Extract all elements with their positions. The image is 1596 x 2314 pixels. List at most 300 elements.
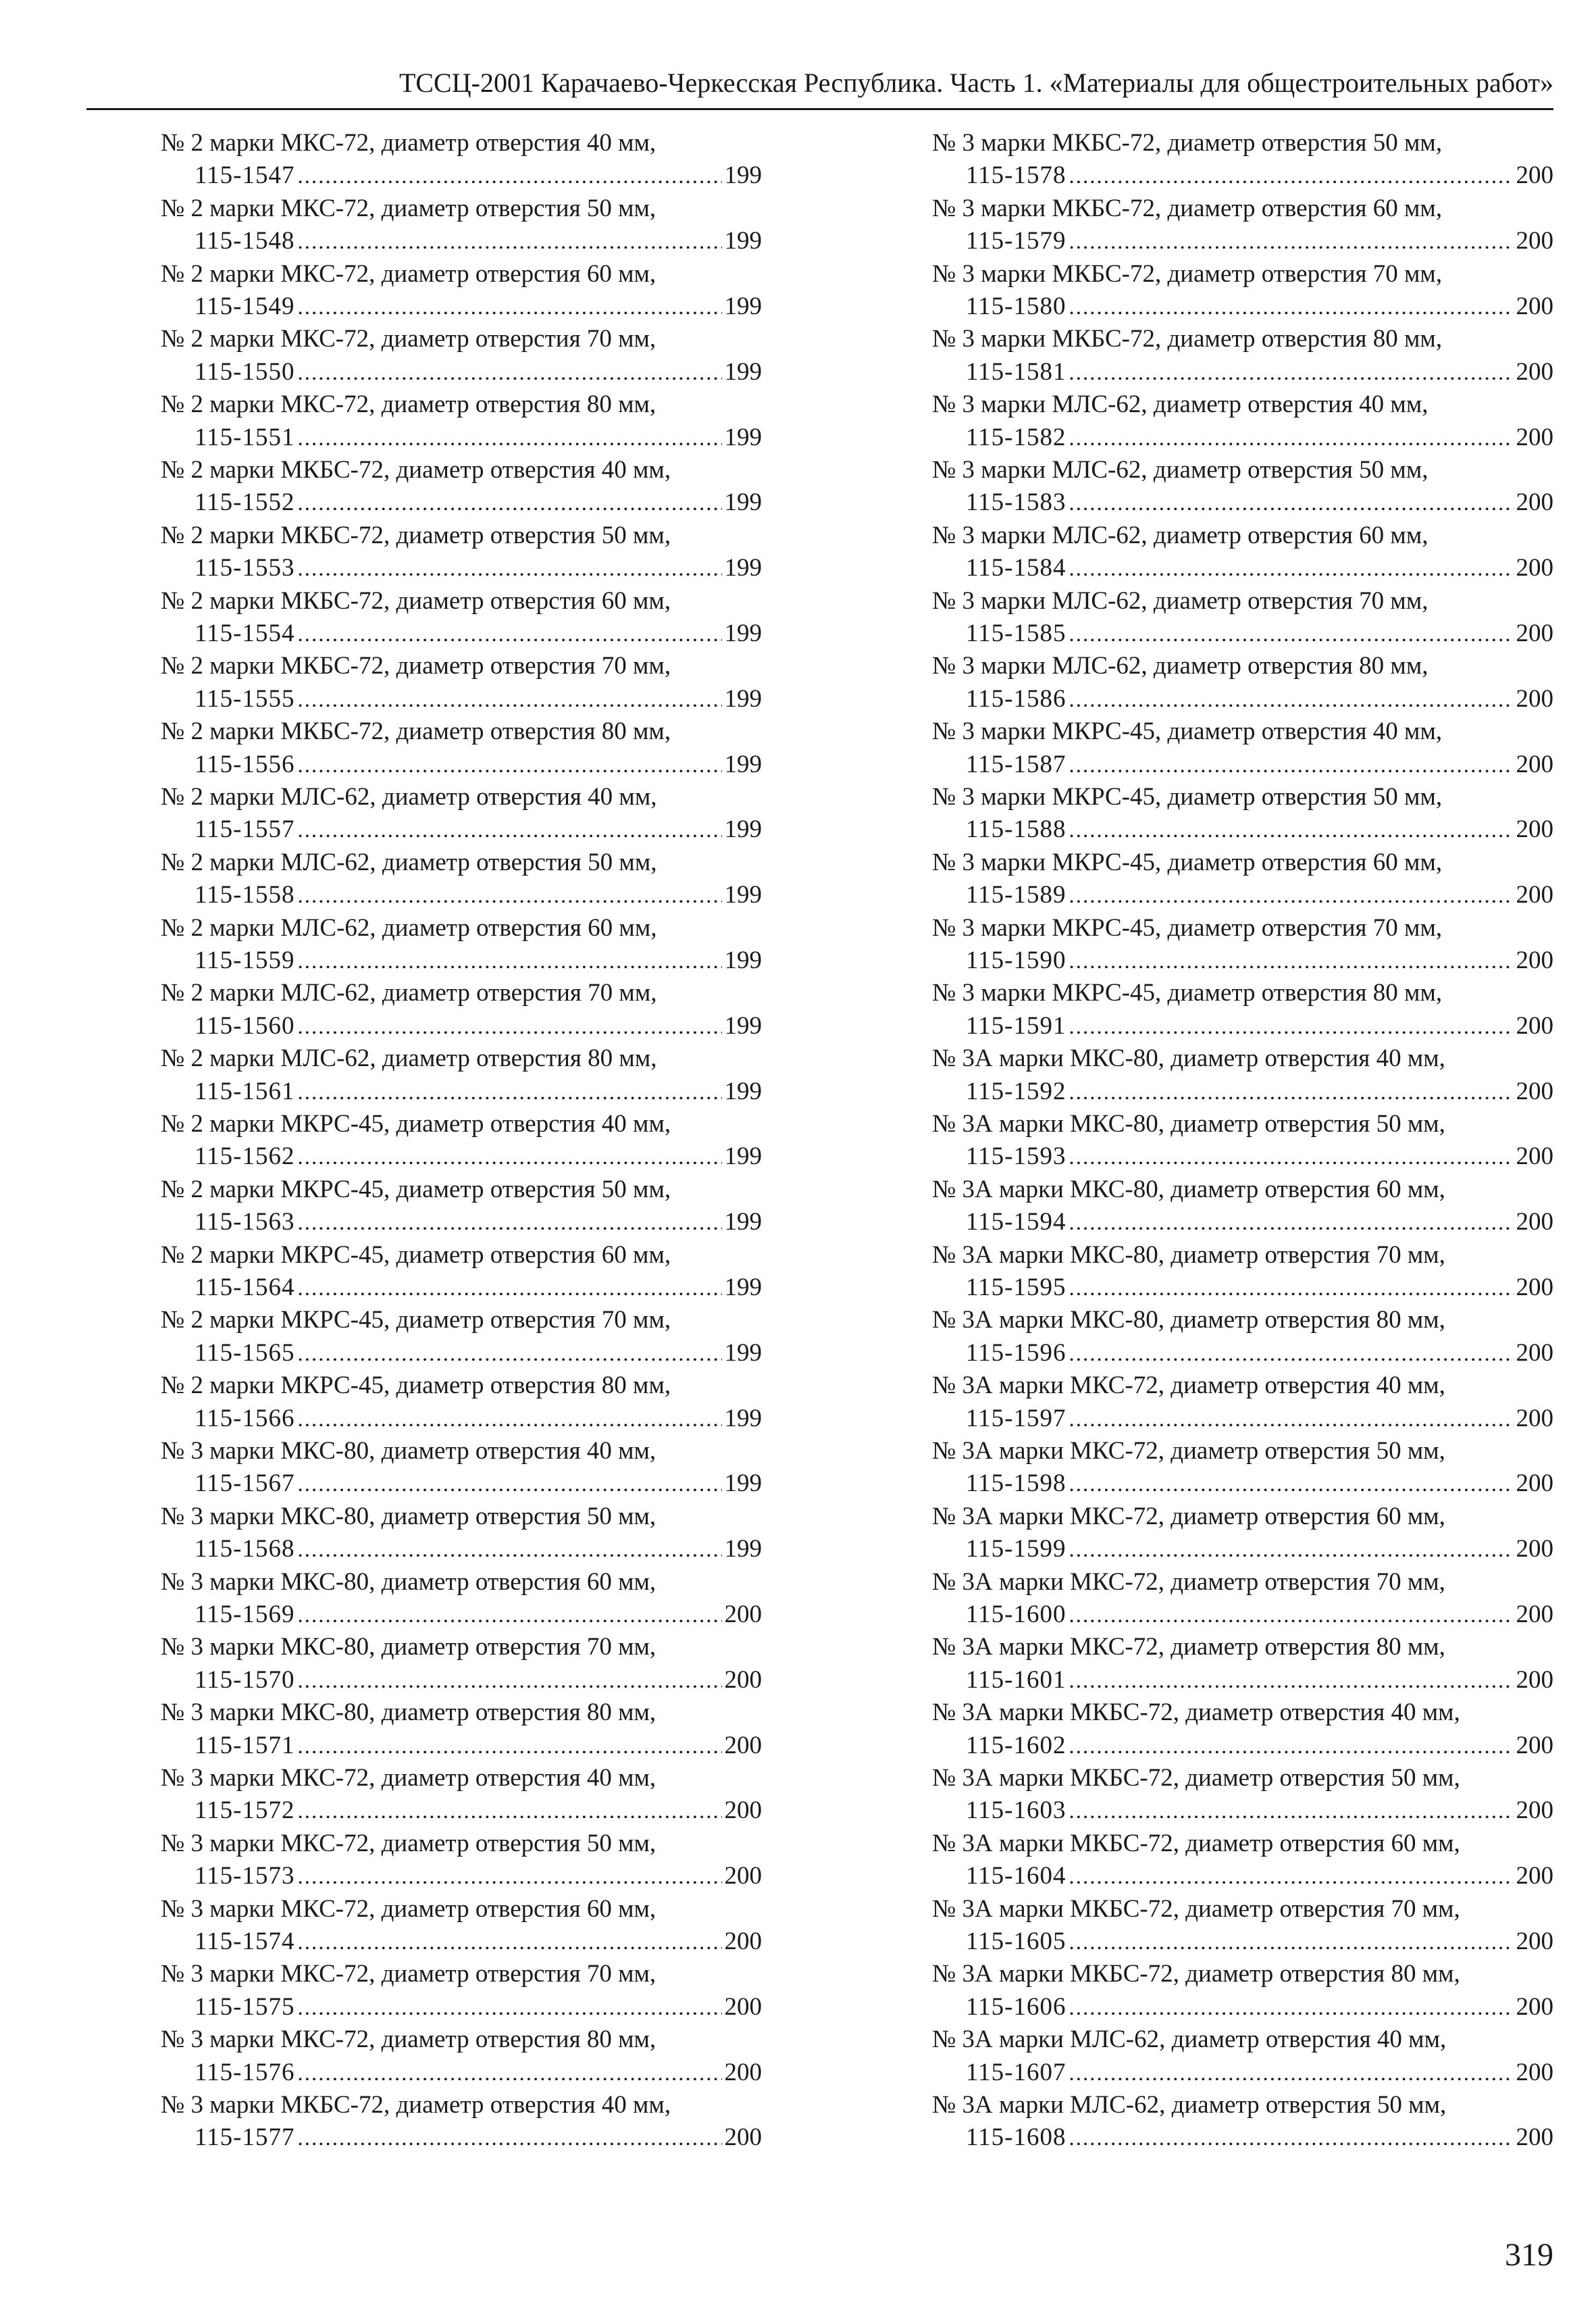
- entry-title: № 3А марки МКБС-72, диаметр отверстия 40 мм,: [932, 1699, 1460, 1727]
- index-entry: [932, 127, 1553, 193]
- entry-reference-line: [161, 1664, 762, 1697]
- dot-leader: [1069, 814, 1513, 847]
- index-entry: [932, 323, 1553, 388]
- entry-title: № 3А марки МКС-72, диаметр отверстия 60 мм,: [932, 1502, 1445, 1530]
- entry-page-ref: 199: [724, 1011, 762, 1040]
- entry-code: 115-1597: [966, 1404, 1066, 1432]
- entry-reference-line: [932, 422, 1553, 455]
- dot-leader: [297, 1599, 721, 1632]
- index-entry: [932, 1893, 1553, 1959]
- entry-code: 115-1586: [966, 684, 1066, 713]
- index-entry: [161, 1435, 762, 1501]
- entry-page-ref: 200: [1516, 1208, 1553, 1236]
- entry-title: № 3 марки МЛС-62, диаметр отверстия 70 мм,: [932, 586, 1428, 615]
- entry-code: 115-1577: [195, 2123, 295, 2152]
- entry-code: 115-1591: [966, 1011, 1066, 1040]
- index-entry: [932, 258, 1553, 324]
- entry-page-ref: 200: [1516, 1273, 1553, 1301]
- dot-leader: [1069, 160, 1513, 193]
- index-entry: [161, 520, 762, 585]
- entry-page-ref: 199: [724, 423, 762, 451]
- entry-title: № 2 марки МЛС-62, диаметр отверстия 50 мм,: [161, 848, 657, 876]
- entry-title: № 3А марки МКС-72, диаметр отверстия 50 мм,: [932, 1436, 1445, 1465]
- entry-reference-line: [932, 879, 1553, 912]
- entry-title: № 3 марки МКРС-45, диаметр отверстия 60 мм,: [932, 848, 1443, 876]
- entry-reference-line: [161, 945, 762, 978]
- entry-reference-line: [161, 2057, 762, 2090]
- entry-page-ref: 200: [1516, 293, 1553, 320]
- entry-title: № 2 марки МКС-72, диаметр отверстия 60 мм,: [161, 259, 657, 288]
- entry-code: 115-1583: [966, 488, 1066, 517]
- entry-code: 115-1594: [966, 1208, 1066, 1236]
- running-header: ТССЦ-2001 Карачаево-Черкесская Республика. Часть 1. «Материалы для общестроительных работ»: [398, 68, 1553, 98]
- dot-leader: [297, 357, 721, 389]
- index-entry: [932, 585, 1553, 651]
- entry-reference-line: [932, 1337, 1553, 1370]
- entry-reference-line: [161, 1140, 762, 1174]
- index-entry: [161, 2089, 762, 2155]
- entry-page-ref: 200: [1516, 1011, 1553, 1040]
- entry-page-ref: 199: [724, 554, 762, 582]
- entry-page-ref: 199: [724, 1469, 762, 1498]
- index-entry: [161, 2023, 762, 2089]
- dot-leader: [297, 1076, 721, 1109]
- entry-page-ref: 200: [1516, 1796, 1553, 1825]
- entry-code: 115-1571: [195, 1731, 295, 1759]
- entry-title: № 3А марки МКС-72, диаметр отверстия 40 мм,: [932, 1372, 1445, 1400]
- entry-reference-line: [932, 749, 1553, 782]
- entry-page-ref: 200: [1516, 227, 1553, 255]
- index-entry: [161, 127, 762, 193]
- entry-code: 115-1608: [966, 2123, 1066, 2152]
- entry-code: 115-1598: [966, 1469, 1066, 1498]
- entry-reference-line: [932, 1206, 1553, 1239]
- entry-page-ref: 199: [724, 357, 762, 386]
- entry-reference-line: [932, 1010, 1553, 1043]
- dot-leader: [297, 1468, 721, 1501]
- entry-code: 115-1574: [195, 1927, 295, 1955]
- entry-page-ref: 200: [1516, 357, 1553, 386]
- entry-page-ref: 200: [1516, 684, 1553, 713]
- index-entry: [932, 1762, 1553, 1828]
- entry-page-ref: 199: [724, 1208, 762, 1236]
- entry-reference-line: [161, 1533, 762, 1566]
- entry-title: № 2 марки МКС-72, диаметр отверстия 70 мм,: [161, 325, 657, 353]
- entry-code: 115-1547: [195, 161, 295, 190]
- entry-reference-line: [161, 225, 762, 258]
- entry-reference-line: [161, 1206, 762, 1239]
- dot-leader: [1069, 1926, 1513, 1959]
- entry-reference-line: [161, 422, 762, 455]
- entry-page-ref: 200: [1516, 1665, 1553, 1694]
- entry-reference-line: [161, 683, 762, 716]
- entry-reference-line: [932, 225, 1553, 258]
- entry-title: № 2 марки МКРС-45, диаметр отверстия 80 мм,: [161, 1372, 671, 1400]
- entry-title: № 3 марки МКС-80, диаметр отверстия 80 мм,: [161, 1699, 657, 1727]
- index-entry: [932, 1108, 1553, 1174]
- entry-page-ref: 200: [1516, 1338, 1553, 1367]
- index-entry: [161, 454, 762, 520]
- dot-leader: [297, 2057, 721, 2090]
- entry-reference-line: [932, 1076, 1553, 1109]
- index-entry: [932, 1239, 1553, 1305]
- entry-reference-line: [932, 1664, 1553, 1697]
- entry-page-ref: 200: [1516, 1077, 1553, 1105]
- entry-title: № 2 марки МЛС-62, диаметр отверстия 60 мм,: [161, 913, 657, 942]
- index-entry: [161, 847, 762, 912]
- index-entry: [161, 912, 762, 978]
- entry-code: 115-1558: [195, 881, 295, 909]
- entry-page-ref: 199: [724, 488, 762, 517]
- index-entry: [161, 1631, 762, 1696]
- entry-title: № 3А марки МКБС-72, диаметр отверстия 80 мм,: [932, 1960, 1460, 1988]
- dot-leader: [1069, 1272, 1513, 1305]
- entry-page-ref: 200: [724, 1796, 762, 1825]
- entry-code: 115-1580: [966, 293, 1066, 320]
- dot-leader: [1069, 880, 1513, 912]
- dot-leader: [1069, 749, 1513, 782]
- entry-page-ref: 199: [724, 227, 762, 255]
- entry-code: 115-1573: [195, 1862, 295, 1890]
- entry-reference-line: [932, 1533, 1553, 1566]
- entry-title: № 3 марки МКБС-72, диаметр отверстия 60 мм,: [932, 194, 1443, 222]
- entry-code: 115-1605: [966, 1927, 1066, 1955]
- entry-page-ref: 200: [1516, 946, 1553, 974]
- entry-reference-line: [161, 159, 762, 193]
- index-entry: [932, 1958, 1553, 2023]
- index-entry: [932, 1828, 1553, 1893]
- entry-title: № 3 марки МКС-72, диаметр отверстия 50 мм,: [161, 1829, 657, 1857]
- entry-reference-line: [161, 1010, 762, 1043]
- entry-code: 115-1555: [195, 684, 295, 713]
- index-entry: [161, 1762, 762, 1828]
- entry-reference-line: [932, 356, 1553, 389]
- entry-reference-line: [932, 486, 1553, 520]
- index-entry: [161, 781, 762, 847]
- index-entry: [932, 912, 1553, 978]
- entry-code: 115-1554: [195, 619, 295, 647]
- dot-leader: [297, 1338, 721, 1370]
- entry-code: 115-1553: [195, 554, 295, 582]
- dot-leader: [297, 1795, 721, 1828]
- entry-title: № 2 марки МКРС-45, диаметр отверстия 40 мм,: [161, 1109, 671, 1138]
- entry-title: № 2 марки МКБС-72, диаметр отверстия 50 мм,: [161, 521, 671, 549]
- entry-reference-line: [161, 1076, 762, 1109]
- entry-reference-line: [932, 945, 1553, 978]
- dot-leader: [1069, 1403, 1513, 1436]
- dot-leader: [1069, 1468, 1513, 1501]
- entry-title: № 3А марки МКС-80, диаметр отверстия 50 мм,: [932, 1109, 1445, 1138]
- index-entry: [161, 388, 762, 454]
- entry-page-ref: 200: [1516, 1600, 1553, 1628]
- entry-page-ref: 200: [1516, 1142, 1553, 1171]
- dot-leader: [297, 226, 721, 258]
- entry-title: № 3 марки МКРС-45, диаметр отверстия 80 мм,: [932, 979, 1443, 1007]
- dot-leader: [297, 684, 721, 716]
- entry-code: 115-1569: [195, 1600, 295, 1628]
- entry-code: 115-1587: [966, 750, 1066, 778]
- index-entry: [161, 650, 762, 715]
- entry-code: 115-1595: [966, 1273, 1066, 1301]
- entry-title: № 3 марки МКС-80, диаметр отверстия 70 мм,: [161, 1633, 657, 1661]
- dot-leader: [1069, 2057, 1513, 2090]
- index-entry: [161, 1566, 762, 1632]
- index-entry: [161, 1369, 762, 1435]
- index-entry: [932, 1631, 1553, 1696]
- entry-code: 115-1559: [195, 946, 295, 974]
- entry-code: 115-1584: [966, 554, 1066, 582]
- dot-leader: [1069, 553, 1513, 585]
- entry-code: 115-1551: [195, 423, 295, 451]
- entry-title: № 3 марки МКРС-45, диаметр отверстия 40 мм,: [932, 718, 1443, 746]
- entry-reference-line: [932, 2121, 1553, 2155]
- index-entry: [161, 193, 762, 258]
- index-column-right: [932, 127, 1553, 2155]
- entry-page-ref: 199: [724, 1338, 762, 1367]
- entry-title: № 3 марки МЛС-62, диаметр отверстия 50 мм,: [932, 455, 1428, 484]
- entry-reference-line: [161, 618, 762, 651]
- entry-title: № 3 марки МКБС-72, диаметр отверстия 40 мм,: [161, 2090, 671, 2119]
- entry-page-ref: 200: [1516, 1927, 1553, 1955]
- entry-title: № 2 марки МКРС-45, диаметр отверстия 70 мм,: [161, 1306, 671, 1334]
- index-entry: [932, 781, 1553, 847]
- entry-page-ref: 200: [1516, 1862, 1553, 1890]
- index-entry: [932, 1435, 1553, 1501]
- entry-code: 115-1582: [966, 423, 1066, 451]
- index-entry: [932, 847, 1553, 912]
- index-entry: [161, 1893, 762, 1959]
- dot-leader: [1069, 618, 1513, 651]
- entry-title: № 3 марки МЛС-62, диаметр отверстия 80 мм,: [932, 652, 1428, 680]
- entry-reference-line: [932, 683, 1553, 716]
- entry-code: 115-1552: [195, 488, 295, 517]
- entry-title: № 2 марки МКРС-45, диаметр отверстия 60 мм,: [161, 1240, 671, 1269]
- entry-code: 115-1576: [195, 2058, 295, 2086]
- dot-leader: [297, 1926, 721, 1959]
- entry-title: № 3 марки МКС-72, диаметр отверстия 60 мм,: [161, 1894, 657, 1923]
- index-entry: [161, 323, 762, 388]
- index-entry: [161, 258, 762, 324]
- entry-page-ref: 200: [724, 1731, 762, 1759]
- entry-code: 115-1606: [966, 1992, 1066, 2021]
- index-entry: [161, 1239, 762, 1305]
- entry-page-ref: 200: [724, 1665, 762, 1694]
- entry-reference-line: [161, 1599, 762, 1632]
- entry-reference-line: [932, 159, 1553, 193]
- index-entry: [161, 1108, 762, 1174]
- index-entry: [932, 2089, 1553, 2155]
- entry-title: № 3 марки МКС-80, диаметр отверстия 60 мм,: [161, 1567, 657, 1596]
- index-entry: [932, 1174, 1553, 1239]
- dot-leader: [1069, 1730, 1513, 1763]
- entry-page-ref: 200: [1516, 423, 1553, 451]
- entry-reference-line: [932, 552, 1553, 585]
- dot-leader: [297, 1011, 721, 1043]
- dot-leader: [1069, 1011, 1513, 1043]
- entry-code: 115-1599: [966, 1535, 1066, 1563]
- index-entry: [161, 1304, 762, 1369]
- dot-leader: [297, 618, 721, 651]
- index-entry: [932, 454, 1553, 520]
- entry-code: 115-1567: [195, 1469, 295, 1498]
- index-entry: [932, 977, 1553, 1042]
- entry-page-ref: 199: [724, 1273, 762, 1301]
- index-entry: [161, 1501, 762, 1566]
- entry-reference-line: [932, 1403, 1553, 1436]
- entry-page-ref: 200: [1516, 881, 1553, 909]
- entry-code: 115-1556: [195, 750, 295, 778]
- index-entry: [161, 1958, 762, 2023]
- dot-leader: [1069, 1207, 1513, 1239]
- entry-reference-line: [932, 1272, 1553, 1305]
- entry-code: 115-1563: [195, 1208, 295, 1236]
- entry-reference-line: [932, 1991, 1553, 2024]
- index-entry: [161, 977, 762, 1042]
- entry-page-ref: 200: [1516, 2123, 1553, 2152]
- dot-leader: [297, 880, 721, 912]
- entry-reference-line: [161, 879, 762, 912]
- entry-title: № 3А марки МКС-72, диаметр отверстия 70 мм,: [932, 1567, 1445, 1596]
- entry-title: № 2 марки МКРС-45, диаметр отверстия 50 мм,: [161, 1175, 671, 1203]
- entry-title: № 3 марки МКБС-72, диаметр отверстия 80 мм,: [932, 325, 1443, 353]
- entry-reference-line: [932, 1926, 1553, 1959]
- index-entry: [932, 1042, 1553, 1108]
- entry-title: № 3 марки МКРС-45, диаметр отверстия 50 мм,: [932, 782, 1443, 811]
- entry-title: № 3А марки МКС-72, диаметр отверстия 80 мм,: [932, 1633, 1445, 1661]
- entry-page-ref: 200: [1516, 488, 1553, 517]
- entry-page-ref: 199: [724, 619, 762, 647]
- entry-title: № 3 марки МКС-80, диаметр отверстия 50 мм,: [161, 1502, 657, 1530]
- dot-leader: [1069, 684, 1513, 716]
- entry-title: № 2 марки МКБС-72, диаметр отверстия 70 мм,: [161, 652, 671, 680]
- dot-leader: [297, 487, 721, 520]
- dot-leader: [1069, 1141, 1513, 1174]
- entry-title: № 2 марки МКС-72, диаметр отверстия 80 мм,: [161, 391, 657, 419]
- entry-reference-line: [161, 749, 762, 782]
- entry-page-ref: 199: [724, 1404, 762, 1432]
- entry-title: № 3А марки МКС-80, диаметр отверстия 70 мм,: [932, 1240, 1445, 1269]
- index-column-left: [161, 127, 762, 2155]
- entry-reference-line: [161, 552, 762, 585]
- entry-title: № 3 марки МЛС-62, диаметр отверстия 60 мм,: [932, 521, 1428, 549]
- entry-title: № 2 марки МКБС-72, диаметр отверстия 60 мм,: [161, 586, 671, 615]
- entry-page-ref: 200: [724, 1992, 762, 2021]
- index-entry: [161, 585, 762, 651]
- entry-title: № 2 марки МЛС-62, диаметр отверстия 80 мм,: [161, 1045, 657, 1073]
- dot-leader: [297, 1730, 721, 1763]
- entry-code: 115-1600: [966, 1600, 1066, 1628]
- dot-leader: [297, 553, 721, 585]
- index-entry: [932, 1304, 1553, 1369]
- dot-leader: [297, 945, 721, 978]
- entry-title: № 3А марки МКС-80, диаметр отверстия 80 мм,: [932, 1306, 1445, 1334]
- dot-leader: [1069, 1534, 1513, 1566]
- entry-code: 115-1549: [195, 293, 295, 320]
- index-entry: [932, 388, 1553, 454]
- entry-page-ref: 199: [724, 1535, 762, 1563]
- dot-leader: [297, 2122, 721, 2155]
- entry-title: № 3А марки МКС-80, диаметр отверстия 60 мм,: [932, 1175, 1445, 1203]
- entry-code: 115-1579: [966, 227, 1066, 255]
- index-entry: [161, 1828, 762, 1893]
- entry-code: 115-1561: [195, 1077, 295, 1105]
- dot-leader: [297, 1665, 721, 1697]
- entry-code: 115-1566: [195, 1404, 295, 1432]
- entry-code: 115-1592: [966, 1077, 1066, 1105]
- entry-reference-line: [932, 2057, 1553, 2090]
- dot-leader: [1069, 2122, 1513, 2155]
- entry-reference-line: [161, 1730, 762, 1763]
- entry-reference-line: [932, 1730, 1553, 1763]
- dot-leader: [297, 1141, 721, 1174]
- entry-page-ref: 200: [724, 1600, 762, 1628]
- entry-page-ref: 200: [1516, 554, 1553, 582]
- dot-leader: [1069, 1599, 1513, 1632]
- entry-page-ref: 200: [1516, 1404, 1553, 1432]
- entry-code: 115-1565: [195, 1338, 295, 1367]
- entry-reference-line: [161, 1794, 762, 1828]
- entry-title: № 3 марки МКС-80, диаметр отверстия 40 мм,: [161, 1436, 657, 1465]
- entry-reference-line: [932, 1599, 1553, 1632]
- entry-page-ref: 199: [724, 750, 762, 778]
- entry-code: 115-1602: [966, 1731, 1066, 1759]
- entry-code: 115-1604: [966, 1862, 1066, 1890]
- entry-page-ref: 199: [724, 946, 762, 974]
- entry-page-ref: 200: [1516, 1992, 1553, 2021]
- entry-page-ref: 199: [724, 1077, 762, 1105]
- entry-code: 115-1607: [966, 2058, 1066, 2086]
- index-entry: [932, 1501, 1553, 1566]
- entry-reference-line: [161, 1991, 762, 2024]
- entry-code: 115-1585: [966, 619, 1066, 647]
- index-entry: [932, 520, 1553, 585]
- index-entry: [161, 1174, 762, 1239]
- entry-code: 115-1568: [195, 1535, 295, 1563]
- entry-reference-line: [161, 356, 762, 389]
- entry-page-ref: 200: [1516, 1469, 1553, 1498]
- entry-reference-line: [161, 1403, 762, 1436]
- entry-page-ref: 199: [724, 1142, 762, 1171]
- entry-title: № 2 марки МКС-72, диаметр отверстия 50 мм,: [161, 194, 657, 222]
- entry-code: 115-1550: [195, 357, 295, 386]
- dot-leader: [1069, 357, 1513, 389]
- entry-page-ref: 199: [724, 684, 762, 713]
- entry-code: 115-1588: [966, 815, 1066, 844]
- entry-reference-line: [161, 486, 762, 520]
- entry-code: 115-1570: [195, 1665, 295, 1694]
- entry-code: 115-1589: [966, 881, 1066, 909]
- entry-title: № 3А марки МЛС-62, диаметр отверстия 40 мм,: [932, 2026, 1447, 2054]
- dot-leader: [297, 749, 721, 782]
- entry-title: № 3 марки МКРС-45, диаметр отверстия 70 мм,: [932, 913, 1443, 942]
- entry-code: 115-1578: [966, 161, 1066, 190]
- dot-leader: [297, 814, 721, 847]
- entry-code: 115-1593: [966, 1142, 1066, 1171]
- dot-leader: [297, 1403, 721, 1436]
- entry-code: 115-1572: [195, 1796, 295, 1825]
- page-number: 319: [1505, 2237, 1553, 2273]
- entry-code: 115-1601: [966, 1665, 1066, 1694]
- entry-title: № 3 марки МКБС-72, диаметр отверстия 50 мм,: [932, 129, 1443, 157]
- index-entry: [932, 1566, 1553, 1632]
- entry-reference-line: [932, 1860, 1553, 1893]
- entry-title: № 3 марки МКС-72, диаметр отверстия 80 мм,: [161, 2026, 657, 2054]
- entry-code: 115-1596: [966, 1338, 1066, 1367]
- entry-reference-line: [932, 1794, 1553, 1828]
- entry-reference-line: [932, 618, 1553, 651]
- entry-code: 115-1581: [966, 357, 1066, 386]
- entry-code: 115-1562: [195, 1142, 295, 1171]
